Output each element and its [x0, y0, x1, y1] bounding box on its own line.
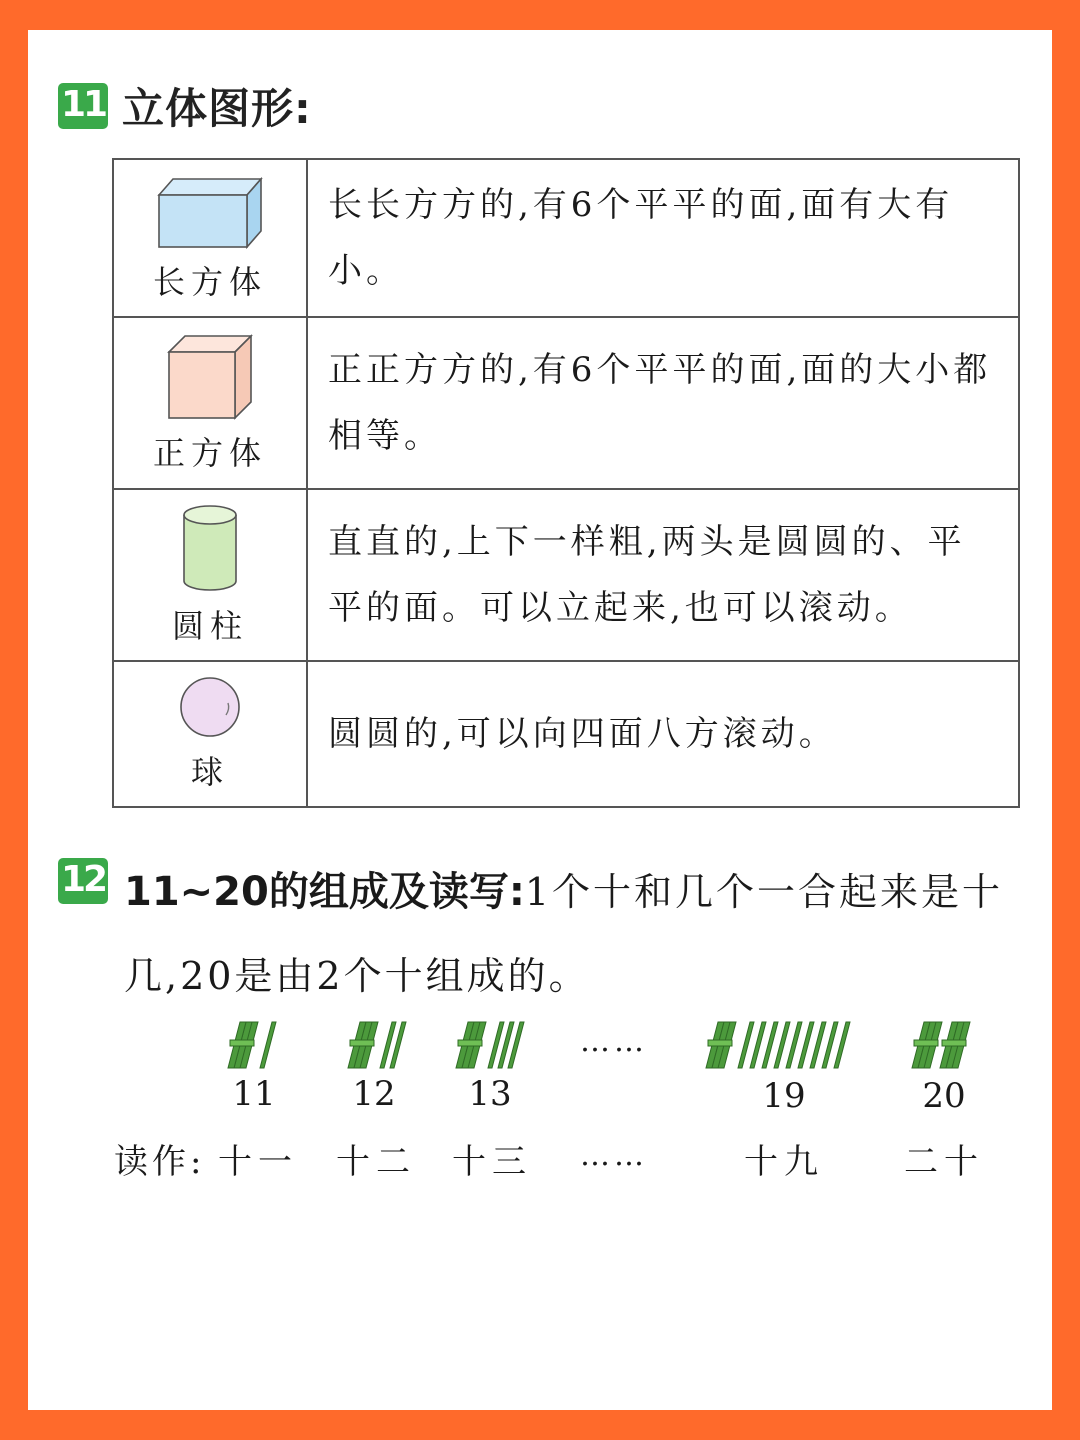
section-badge: 11 — [58, 83, 108, 129]
number-label: 12 — [352, 1074, 396, 1114]
reading: 十三 — [452, 1142, 532, 1182]
cube-icon — [165, 332, 255, 420]
reading: 十二 — [336, 1142, 416, 1182]
shape-name: 正方体 — [152, 434, 267, 472]
shape-name: 长方体 — [152, 263, 267, 301]
number-label: 20 — [922, 1076, 966, 1116]
shape-name: 球 — [190, 753, 229, 791]
shape-description: 圆圆的,可以向四面八方滚动。 — [307, 661, 1019, 807]
section-12-intro — [124, 850, 1024, 1018]
stick-bundle-11 — [224, 1016, 284, 1074]
stick-bundle-12 — [344, 1016, 414, 1074]
reading: 十九 — [744, 1142, 824, 1182]
section-title: 立体图形: — [122, 84, 312, 133]
shape-description: 长长方方的,有6个平平的面,面有大有小。 — [307, 159, 1019, 317]
shapes-table — [112, 158, 1020, 808]
stick-bundle-13 — [452, 1016, 532, 1074]
read-label: 读作: — [114, 1142, 206, 1182]
section-12-text: 1个十和几个一合起来是十几,20是由2个十组成的。 — [124, 870, 1004, 998]
section-11-heading — [58, 76, 312, 136]
shape-description: 直直的,上下一样粗,两头是圆圆的、平平的面。可以立起来,也可以滚动。 — [307, 489, 1019, 661]
shape-description: 正正方方的,有6个平平的面,面的大小都相等。 — [307, 317, 1019, 489]
stick-bundle-19 — [702, 1016, 862, 1074]
cylinder-icon — [180, 503, 240, 593]
table-row — [113, 661, 1019, 807]
section-12-heading — [58, 858, 122, 904]
page — [28, 30, 1052, 1410]
reading: …… — [580, 1138, 648, 1173]
reading: 二十 — [904, 1142, 984, 1182]
shape-cell — [113, 317, 307, 489]
sphere-icon — [178, 675, 242, 739]
ellipsis: …… — [580, 1024, 648, 1059]
section-badge: 12 — [58, 858, 108, 904]
cuboid-icon — [155, 173, 265, 249]
number-label: 19 — [762, 1076, 806, 1116]
shape-cell — [113, 489, 307, 661]
number-label: 11 — [232, 1074, 276, 1114]
table-row — [113, 489, 1019, 661]
stick-bundle-20 — [908, 1016, 978, 1074]
number-label: 13 — [468, 1074, 512, 1114]
reading: 十一 — [218, 1142, 298, 1182]
shape-cell — [113, 159, 307, 317]
shape-cell — [113, 661, 307, 807]
table-row — [113, 317, 1019, 489]
section-title: 11~20的组成及读写: — [124, 869, 525, 915]
table-row — [113, 159, 1019, 317]
shape-name: 圆柱 — [171, 607, 248, 645]
